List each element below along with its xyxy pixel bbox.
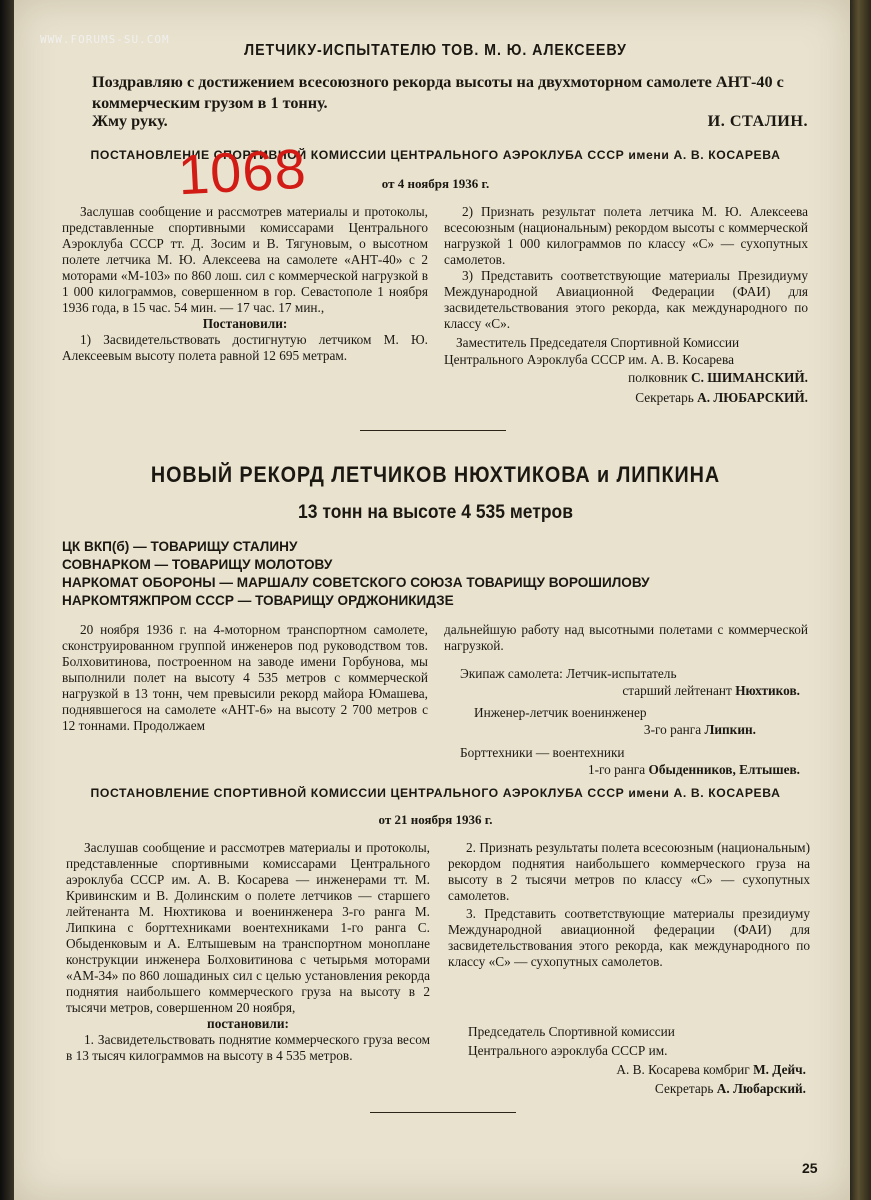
resolution2-sec-label: Секретарь: [654, 1081, 714, 1096]
resolution1-sec-name: А. ЛЮБАРСКИЙ.: [697, 390, 808, 405]
resolution1-sig-name: С. ШИМАНСКИЙ.: [691, 370, 808, 385]
telegram-text: Поздравляю с достижением всесоюзного рекорда высоты на двухмоторном самолете АНТ-40 с коммерческим грузом в 1 тонну.: [92, 73, 784, 112]
record-right-text: дальнейшую работу над высотными полетами с коммерческой нагрузкой.: [444, 622, 808, 653]
crew-list: [460, 665, 800, 778]
resolution2-resolved: постановили:: [207, 1016, 289, 1031]
resolution2-left-paragraph-2: 1. Засвидетельствовать поднятие коммерческого груза весом в 13 тысяч килограммов на высоту в 4 535 метров.: [66, 1032, 430, 1063]
resolution2-signatures: [448, 1022, 806, 1098]
addressee-3: НАРКОМАТ ОБОРОНЫ — МАРШАЛУ СОВЕТСКОГО СОЮЗА ТОВАРИЩУ ВОРОШИЛОВУ: [62, 575, 650, 590]
telegram-signature-line: [92, 112, 808, 131]
resolution1-right-column: [444, 204, 808, 332]
resolution1-resolved: Постановили:: [202, 316, 288, 331]
addressee-1: ЦК ВКП(б) — ТОВАРИЩУ СТАЛИНУ: [62, 539, 298, 554]
addressee-list: [62, 538, 682, 610]
record-right-column: [444, 622, 808, 654]
resolution1-left-paragraph-1: Заслушав сообщение и рассмотрев материалы и протоколы, представленные спортивными комиссарами Центрального Аэроклуба СССР тт. Д. Зосим и В. Тягуновым, о высотном полете летчика М. Ю. Алексеева на самолете «АНТ-40» с 2 моторами «М-103» по 860 лош. сил с коммерческой нагрузкой в 1 000 килограммов, совершенном в гор. Севастополе 1 ноября 1936 года, в 15 час. 54 мин. — 17 час. 17 мин.,: [62, 204, 428, 315]
resolution2-sig-line1: Председатель Спортивной комиссии: [468, 1024, 675, 1039]
addressee-4: НАРКОМТЯЖПРОМ СССР — ТОВАРИЩУ ОРДЖОНИКИДЗЕ: [62, 593, 454, 608]
telegram-body: [92, 72, 808, 114]
crew3-label: Борттехники — воентехники: [460, 745, 625, 760]
telegram-heading: ЛЕТЧИКУ-ИСПЫТАТЕЛЮ ТОВ. М. Ю. АЛЕКСЕЕВУ: [244, 42, 627, 59]
crew-label: Экипаж самолета: Летчик-испытатель: [460, 666, 677, 681]
resolution1-heading: ПОСТАНОВЛЕНИЕ СПОРТИВНОЙ КОМИССИИ ЦЕНТРАЛЬНОГО АЭРОКЛУБА СССР имени А. В. КОСАРЕВА: [90, 148, 781, 162]
resolution1-sig-rank: полковник: [628, 370, 688, 385]
crew3-name: Обыденников, Елтышев.: [648, 762, 800, 777]
resolution1-left-paragraph-2: 1) Засвидетельствовать достигнутую летчиком М. Ю. Алексеевым высоту полета равной 12 695 метрам.: [62, 332, 428, 363]
section-divider-1: [360, 430, 506, 431]
record-left-column: [62, 622, 428, 734]
telegram-closing: Жму руку.: [92, 112, 168, 130]
resolution2-sig-line2: Центрального аэроклуба СССР им.: [468, 1043, 668, 1058]
addressee-2: СОВНАРКОМ — ТОВАРИЩУ МОЛОТОВУ: [62, 557, 333, 572]
telegram-signature: И. СТАЛИН.: [707, 112, 808, 130]
crew1-rank: старший лейтенант: [622, 683, 732, 698]
record-subtitle: 13 тонн на высоте 4 535 метров: [298, 502, 573, 523]
resolution1-date: от 4 ноября 1936 г.: [381, 176, 490, 191]
resolution2-heading: ПОСТАНОВЛЕНИЕ СПОРТИВНОЙ КОМИССИИ ЦЕНТРАЛЬНОГО АЭРОКЛУБА СССР имени А. В. КОСАРЕВА: [90, 786, 781, 800]
crew3-rank: 1-го ранга: [587, 762, 646, 777]
resolution1-right-paragraph-2: 3) Представить соответствующие материалы Президиуму Международной Авиационной Федерации (ФАИ) для засвидетельствования этого рекорда, как международного по классу «С».: [444, 268, 808, 331]
resolution1-sig-line2: Центрального Аэроклуба СССР им. А. В. Косарева: [444, 352, 734, 367]
resolution2-sig-name: М. Дейч.: [753, 1062, 806, 1077]
resolution2-right-column: [448, 840, 810, 970]
resolution2-right-paragraph-2: 3. Представить соответствующие материалы президиуму Международной авиационной федерации (ФАИ) для засвидетельствования этого рекорда, как международного по классу «С» — сухопутных самолетов.: [448, 906, 810, 969]
resolution1-left-column: [62, 204, 428, 364]
resolution2-left-column: [66, 840, 430, 1064]
resolution2-right-paragraph-1: 2. Признать результаты полета всесоюзным (национальным) рекордом поднятия наибольшего коммерческого груза на высоту в 2 тысячи метров по классу «С» — сухопутных самолетов.: [448, 840, 810, 903]
watermark: WWW.FORUMS-SU.COM: [40, 33, 170, 46]
section-divider-2: [370, 1112, 516, 1113]
red-handwritten-number: 1068: [176, 136, 309, 207]
crew2-rank: 3-го ранга: [643, 722, 702, 737]
crew2-label: Инженер-летчик военинженер: [474, 705, 647, 720]
resolution1-right-paragraph-1: 2) Признать результат полета летчика М. Ю. Алексеева всесоюзным (национальным) рекордом высоты с коммерческой нагрузкой 1 000 килограммов по классу «С» — сухопутных самолетов.: [444, 204, 808, 267]
resolution2-sig-line3: А. В. Косарева комбриг: [616, 1062, 750, 1077]
resolution1-sec-label: Секретарь: [635, 390, 694, 405]
record-title: НОВЫЙ РЕКОРД ЛЕТЧИКОВ НЮХТИКОВА и ЛИПКИНА: [150, 462, 721, 487]
resolution2-left-paragraph-1: Заслушав сообщение и рассмотрев материалы и протоколы, представленные спортивными комиссарами Центрального аэроклуба СССР им. А. В. Косарева — инженерами тт. М. Кривинским и В. Долинским о полете летчиков — старшего лейтенанта М. Нюхтикова и военинженера 3-го ранга М. Липкина с борттехниками воентехниками 1-го ранга С. Обыденковым и А. Елтышевым на транспортном моноплане конструкции инженера Болховитинова с четырьмя моторами «АМ-34» по 860 лошадиных сил с целью установления рекорда поднятия наибольшего коммерческого груза на высоту в 2 тысячи метров, совершенном 20 ноября,: [66, 840, 430, 1015]
crew2-name: Липкин.: [704, 722, 756, 737]
page-number: 25: [802, 1160, 818, 1176]
resolution2-date: от 21 ноября 1936 г.: [378, 812, 493, 827]
resolution2-sec-name: А. Любарский.: [716, 1081, 806, 1096]
resolution1-sig-line1: Заместитель Председателя Спортивной Комиссии: [456, 335, 740, 350]
record-left-text: 20 ноября 1936 г. на 4-моторном транспортном самолете, сконструированном группой инженеров под руководством тов. Болховитинова, построенном на заводе имени Горбунова, мы выполнили полет на высоту 4 535 метров с коммерческой нагрузкой в 13 тонн, чем превысили рекорд майора Юмашева, поднявшегося на самолете «АНТ-6» на высоту 2 700 метров с 12 тоннами. Продолжаем: [62, 622, 428, 733]
crew1-name: Нюхтиков.: [735, 683, 800, 698]
resolution1-signatures: [444, 334, 808, 408]
